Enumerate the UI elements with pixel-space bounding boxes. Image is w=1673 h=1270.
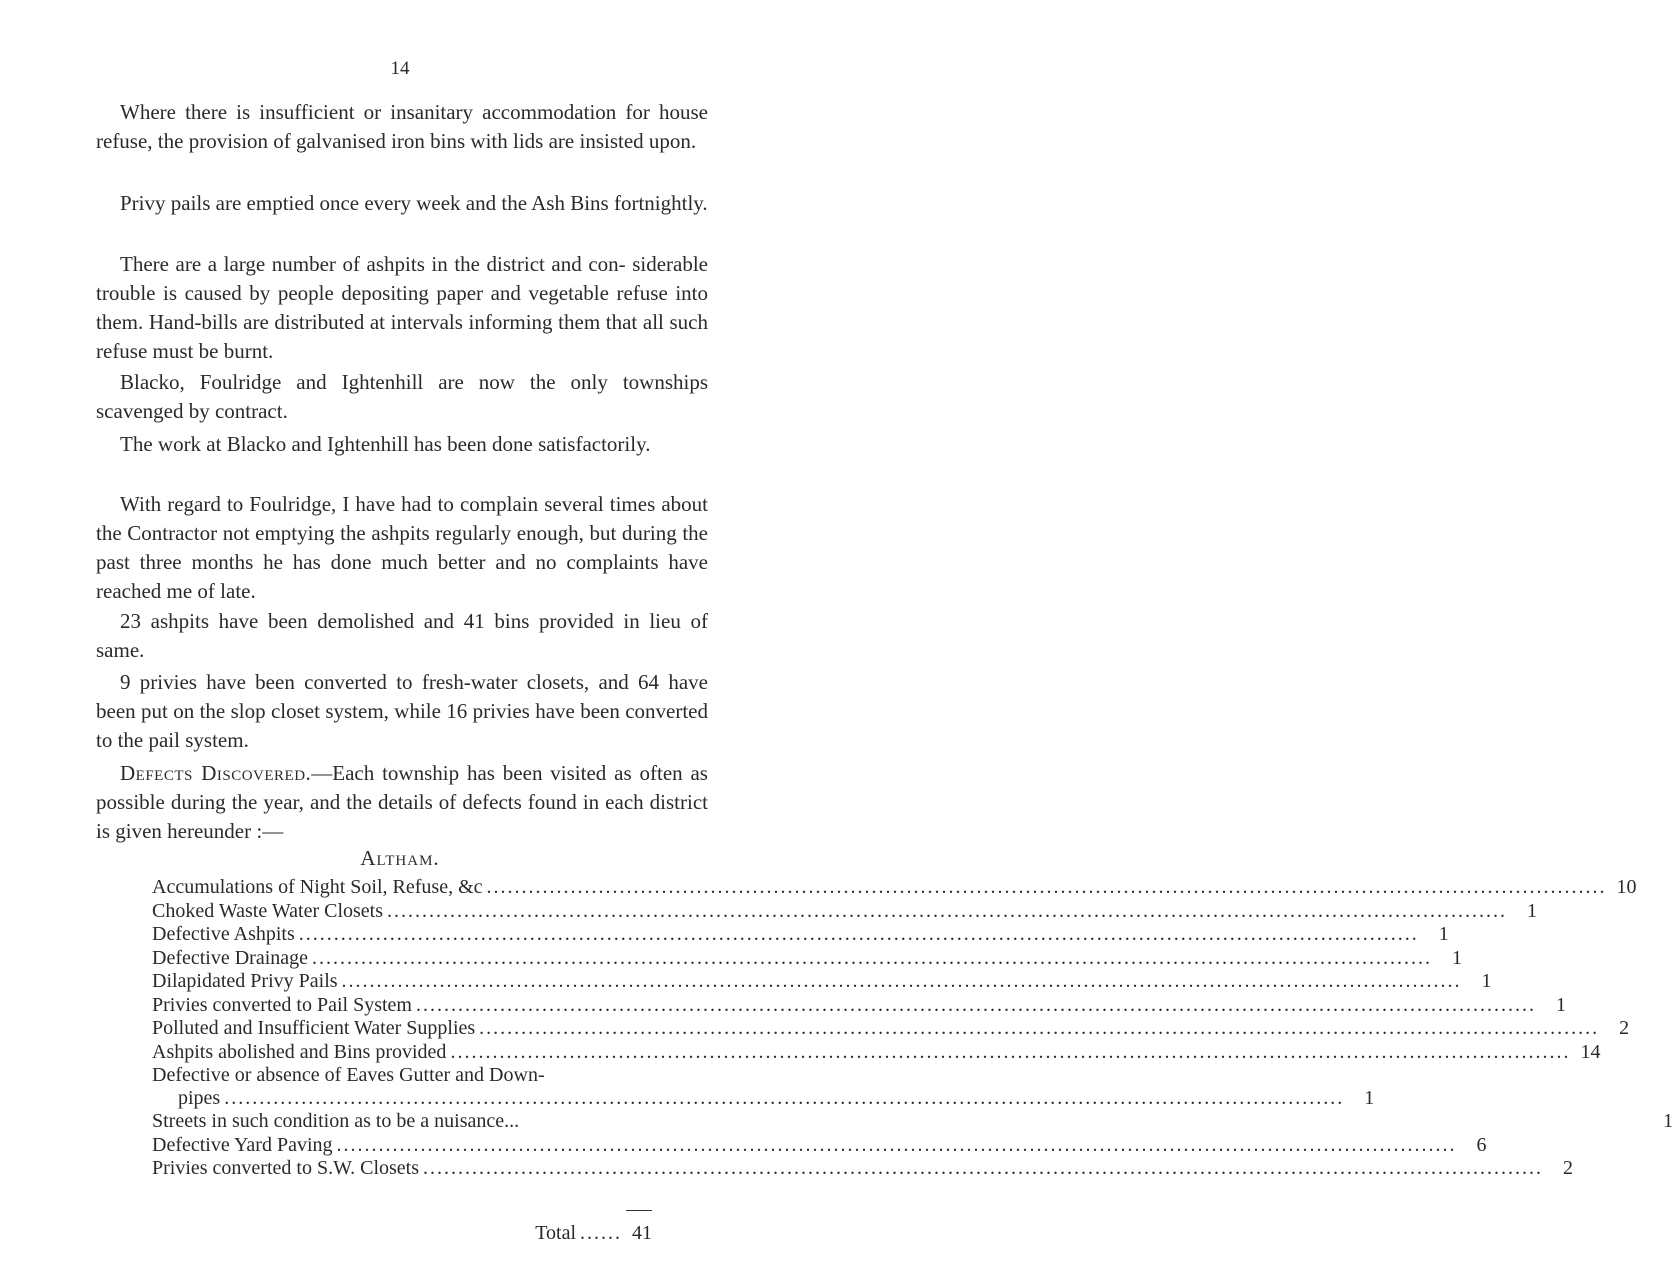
table-row: Polluted and Insufficient Water Supplies ..... 2	[152, 1017, 652, 1041]
table-row: Accumulations of Night Soil, Refuse, &c ..... 10	[152, 876, 652, 900]
paragraph-foulridge: With regard to Foulridge, I have had to complain several times about the Contractor not emptying the ashpits regularly enough, but during the past three months he has done much better and no complaints have reached me of late.	[96, 492, 708, 603]
paragraph-privies-converted: 9 privies have been converted to fresh-water closets, and 64 have been put on the slop closet system, while 16 privies have been converted to the pail system.	[96, 670, 708, 752]
total-value: 41	[632, 1222, 652, 1244]
page-number: 14	[390, 58, 410, 79]
section-title-altham: Altham.	[360, 846, 440, 870]
table-row: Defective Yard Paving ..... 6	[152, 1134, 652, 1158]
table-row: Defective or absence of Eaves Gutter and Down- pipes ..... 1	[152, 1064, 652, 1110]
table-row: Choked Waste Water Closets ..... 1	[152, 900, 652, 924]
defects-text: —Each township has been visited as often as possible during the year, and the details of defects found in each district is given hereunder :—	[96, 761, 708, 843]
table-row: Streets in such condition as to be a nuisance... 1	[152, 1110, 1673, 1132]
table-row: Ashpits abolished and Bins provided ..... 14	[152, 1041, 652, 1065]
total-label: Total	[535, 1222, 576, 1244]
table-row: Privies converted to Pail System ..... 1	[152, 994, 652, 1018]
paragraph-ashpits: There are a large number of ashpits in the district and con- siderable trouble is caused by people depositing paper and vegetable refuse into them. Hand-bills are distributed at intervals informing them that all such refuse must be burnt.	[96, 252, 708, 363]
paragraph-scavenged: Blacko, Foulridge and Ightenhill are now the only townships scavenged by contract.	[96, 370, 708, 423]
paragraph-house-refuse: Where there is insufficient or insanitary accommodation for house refuse, the provision of galvanised iron bins with lids are insisted upon.	[96, 100, 708, 153]
table-row: Privies converted to S.W. Closets ..... 2	[152, 1157, 652, 1181]
table-row: Defective Ashpits ..... 1	[152, 923, 652, 947]
table-row: Defective Drainage ..... 1	[152, 947, 652, 971]
table-row: Dilapidated Privy Pails ..... 1	[152, 970, 652, 994]
defects-heading: Defects Discovered.	[120, 761, 312, 785]
paragraph-demolished: 23 ashpits have been demolished and 41 bins provided in lieu of same.	[96, 609, 708, 662]
paragraph-defects	[96, 759, 708, 846]
paragraph-privy-pails: Privy pails are emptied once every week and the Ash Bins fortnightly.	[120, 191, 708, 215]
total-row: Total ...... 41	[535, 1222, 652, 1244]
defects-table	[152, 876, 1673, 1181]
total-rule	[626, 1210, 652, 1211]
paragraph-blacko-work: The work at Blacko and Ightenhill has been done satisfactorily.	[120, 432, 651, 456]
